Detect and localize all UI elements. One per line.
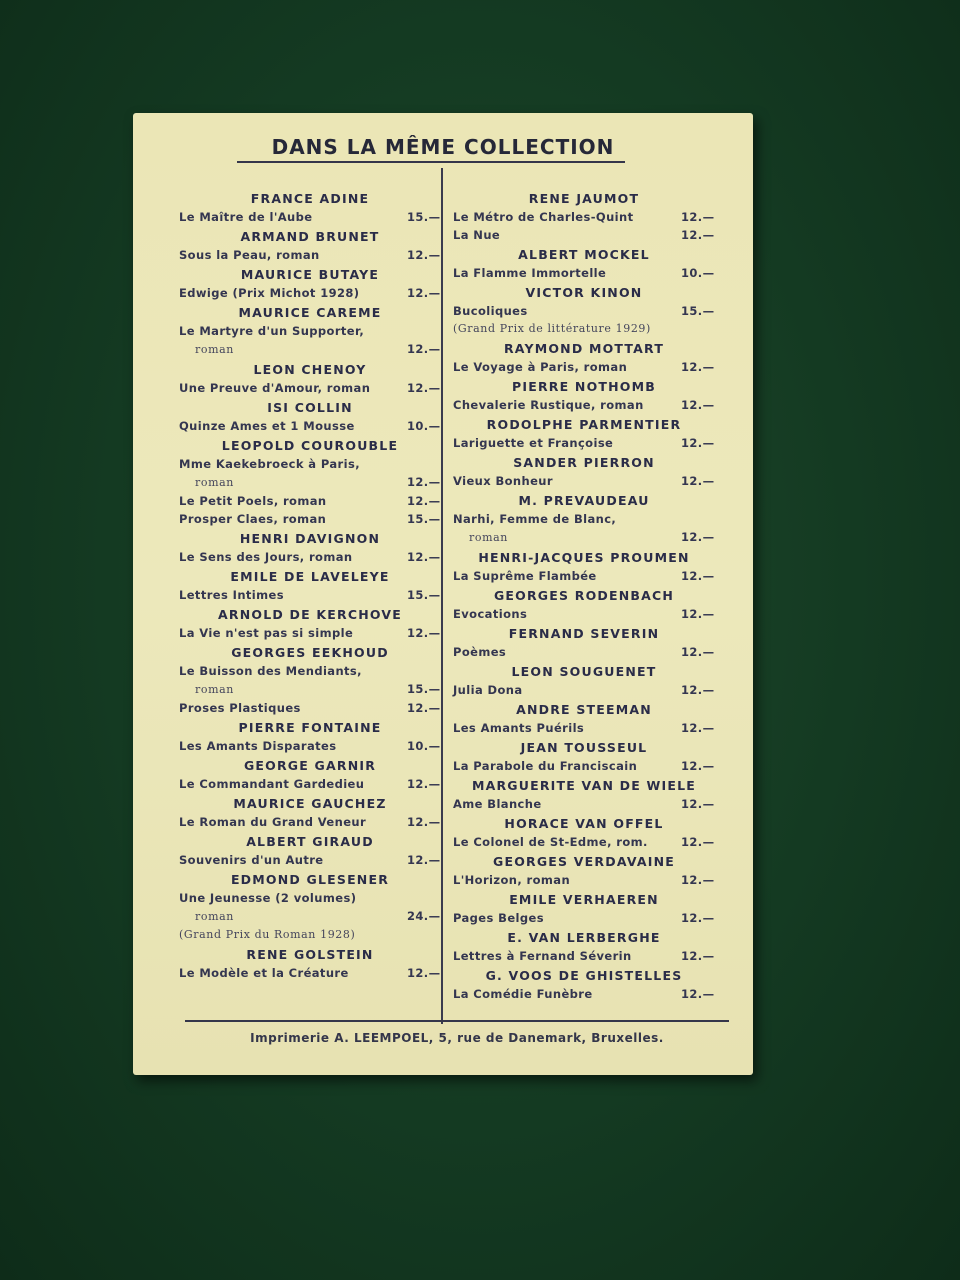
author-name: MAURICE GAUCHEZ <box>233 796 387 811</box>
author-name: ALBERT GIRAUD <box>246 834 374 849</box>
book-title: La Flamme Immortelle <box>453 266 607 280</box>
book-price: 12.— <box>681 683 715 697</box>
book-title: Julia Dona <box>453 683 523 697</box>
book-price: 12.— <box>681 210 715 224</box>
book-entry <box>179 813 441 831</box>
book-price: 12.— <box>407 248 441 262</box>
book-entry <box>179 586 441 604</box>
book-title: Bucoliques <box>453 304 528 318</box>
book-price: 12.— <box>407 853 441 867</box>
book-title: Ame Blanche <box>453 797 542 811</box>
book-title: Le Modèle et la Créature <box>179 966 349 980</box>
column-divider <box>441 168 443 1024</box>
book-entry <box>179 775 441 793</box>
book-back-cover <box>133 113 753 1075</box>
author-name: SANDER PIERRON <box>513 455 655 470</box>
book-price: 12.— <box>681 721 715 735</box>
author-name: GEORGES RODENBACH <box>493 588 675 603</box>
book-price: 12.— <box>681 436 715 450</box>
author-name: VICTOR KINON <box>525 285 643 300</box>
book-title: Narhi, Femme de Blanc, <box>453 512 617 526</box>
book-price: 10.— <box>681 266 715 280</box>
prize-note: (Grand Prix de littérature 1929) <box>453 322 651 335</box>
book-price: 12.— <box>681 569 715 583</box>
book-price: 24.— <box>407 909 441 923</box>
book-price: 15.— <box>407 682 441 696</box>
book-title: La Comédie Funèbre <box>453 987 593 1001</box>
book-entry <box>179 680 441 699</box>
book-price: 12.— <box>407 777 441 791</box>
book-title: Proses Plastiques <box>179 701 301 715</box>
author-name: ALBERT MOCKEL <box>518 247 650 262</box>
book-entry <box>179 889 441 907</box>
book-title: Pages Belges <box>453 911 544 925</box>
author-name: PIERRE FONTAINE <box>238 720 382 735</box>
book-entry <box>453 909 715 927</box>
book-entry <box>453 757 715 775</box>
author-name: HENRI-JACQUES PROUMEN <box>478 550 690 565</box>
book-price: 12.— <box>681 474 715 488</box>
book-entry <box>179 907 441 926</box>
author-name: MAURICE CAREME <box>238 305 382 320</box>
book-title: Souvenirs d'un Autre <box>179 853 324 867</box>
right-column <box>453 188 715 1003</box>
book-title: La Parabole du Franciscain <box>453 759 638 773</box>
book-title: La Vie n'est pas si simple <box>179 626 354 640</box>
author-name: HENRI DAVIGNON <box>239 531 381 546</box>
book-entry <box>179 624 441 642</box>
book-entry <box>453 833 715 851</box>
author-name: RENE GOLSTEIN <box>246 947 374 962</box>
book-title: roman <box>469 531 508 544</box>
book-price: 12.— <box>681 949 715 963</box>
author-name: MAURICE BUTAYE <box>240 267 380 282</box>
book-title: roman <box>195 910 234 923</box>
book-title: Le Maître de l'Aube <box>179 210 313 224</box>
book-entry <box>179 246 441 264</box>
book-entry <box>179 737 441 755</box>
author-name: ISI COLLIN <box>267 400 353 415</box>
author-name: EMILE VERHAEREN <box>509 892 659 907</box>
book-price: 12.— <box>681 987 715 1001</box>
left-column <box>179 188 441 982</box>
book-price: 12.— <box>407 815 441 829</box>
author-name: ANDRE STEEMAN <box>516 702 652 717</box>
printer-imprint: Imprimerie A. LEEMPOEL, 5, rue de Danemark, Bruxelles. <box>250 1031 664 1045</box>
book-price: 12.— <box>681 398 715 412</box>
book-title: Sous la Peau, roman <box>179 248 320 262</box>
book-price: 12.— <box>681 759 715 773</box>
author-name: GEORGE GARNIR <box>243 758 377 773</box>
book-price: 12.— <box>681 835 715 849</box>
book-title: Le Sens des Jours, roman <box>179 550 353 564</box>
page-title: DANS LA MÊME COLLECTION <box>271 135 615 159</box>
book-title: Le Buisson des Mendiants, <box>179 664 362 678</box>
book-entry <box>179 379 441 397</box>
book-price: 15.— <box>407 512 441 526</box>
book-title: Les Amants Puérils <box>453 721 585 735</box>
book-entry <box>179 455 441 473</box>
book-entry <box>453 871 715 889</box>
book-title: Lettres Intimes <box>179 588 284 602</box>
book-title: Le Colonel de St-Edme, rom. <box>453 835 648 849</box>
book-title: roman <box>195 683 234 696</box>
author-name: PIERRE NOTHOMB <box>512 379 656 394</box>
book-price: 12.— <box>681 797 715 811</box>
book-entry <box>453 264 715 282</box>
book-entry <box>179 208 441 226</box>
book-price: 12.— <box>407 626 441 640</box>
book-title: Poèmes <box>453 645 507 659</box>
author-name: LEOPOLD COUROUBLE <box>221 438 399 453</box>
book-entry <box>453 472 715 490</box>
book-title: Lariguette et Françoise <box>453 436 614 450</box>
book-title: Le Petit Poels, roman <box>179 494 327 508</box>
book-price: 12.— <box>681 607 715 621</box>
book-price: 10.— <box>407 419 441 433</box>
book-title: La Nue <box>453 228 501 242</box>
author-name: RODOLPHE PARMENTIER <box>486 417 682 432</box>
book-price: 12.— <box>681 530 715 544</box>
book-entry <box>453 795 715 813</box>
author-name: G. VOOS DE GHISTELLES <box>485 968 683 983</box>
book-title: Chevalerie Rustique, roman <box>453 398 644 412</box>
book-title: Vieux Bonheur <box>453 474 553 488</box>
book-entry <box>453 605 715 623</box>
book-price: 12.— <box>407 550 441 564</box>
book-entry <box>179 473 441 492</box>
book-entry <box>179 926 441 944</box>
book-entry <box>453 396 715 414</box>
book-title: La Suprême Flambée <box>453 569 597 583</box>
book-title: Mme Kaekebroeck à Paris, <box>179 457 360 471</box>
book-price: 12.— <box>407 475 441 489</box>
author-name: RAYMOND MOTTART <box>503 341 665 356</box>
author-name: MARGUERITE VAN DE WIELE <box>471 778 697 793</box>
author-name: E. VAN LERBERGHE <box>507 930 661 945</box>
book-entry <box>179 699 441 717</box>
book-entry <box>179 322 441 340</box>
book-entry <box>453 947 715 965</box>
book-price: 12.— <box>681 873 715 887</box>
book-entry <box>453 567 715 585</box>
book-title: roman <box>195 343 234 356</box>
author-name: EDMOND GLESENER <box>230 872 390 887</box>
book-entry <box>179 662 441 680</box>
book-price: 15.— <box>407 210 441 224</box>
author-name: GEORGES VERDAVAINE <box>493 854 675 869</box>
author-name: LEON CHENOY <box>253 362 367 377</box>
book-title: Une Preuve d'Amour, roman <box>179 381 371 395</box>
author-name: LEON SOUGUENET <box>511 664 657 679</box>
book-price: 12.— <box>407 381 441 395</box>
book-title: Le Voyage à Paris, roman <box>453 360 628 374</box>
book-title: Le Roman du Grand Veneur <box>179 815 367 829</box>
author-name: EMILE DE LAVELEYE <box>230 569 390 584</box>
book-title: Evocations <box>453 607 528 621</box>
book-entry <box>453 681 715 699</box>
book-entry <box>179 417 441 435</box>
book-price: 12.— <box>407 966 441 980</box>
author-name: FRANCE ADINE <box>250 191 370 206</box>
book-title: Le Métro de Charles-Quint <box>453 210 634 224</box>
book-title: Quinze Ames et 1 Mousse <box>179 419 355 433</box>
book-title: Une Jeunesse (2 volumes) <box>179 891 357 905</box>
title-underline <box>237 161 625 163</box>
author-name: ARMAND BRUNET <box>240 229 380 244</box>
book-entry <box>453 528 715 547</box>
book-price: 12.— <box>407 286 441 300</box>
author-name: GEORGES EEKHOUD <box>231 645 389 660</box>
book-price: 12.— <box>407 494 441 508</box>
book-entry <box>179 851 441 869</box>
book-price: 15.— <box>407 588 441 602</box>
book-price: 12.— <box>681 360 715 374</box>
book-entry <box>453 358 715 376</box>
book-entry <box>179 964 441 982</box>
prize-note: (Grand Prix du Roman 1928) <box>179 928 356 941</box>
author-name: JEAN TOUSSEUL <box>520 740 648 755</box>
book-entry <box>453 226 715 244</box>
book-entry <box>179 284 441 302</box>
book-title: Le Commandant Gardedieu <box>179 777 365 791</box>
book-title: roman <box>195 476 234 489</box>
book-price: 12.— <box>681 911 715 925</box>
book-price: 12.— <box>681 228 715 242</box>
book-price: 12.— <box>407 701 441 715</box>
book-price: 10.— <box>407 739 441 753</box>
book-entry <box>453 719 715 737</box>
book-price: 12.— <box>407 342 441 356</box>
book-entry <box>453 434 715 452</box>
book-price: 15.— <box>681 304 715 318</box>
book-entry <box>453 643 715 661</box>
book-entry <box>179 548 441 566</box>
author-name: HORACE VAN OFFEL <box>504 816 664 831</box>
author-name: ARNOLD DE KERCHOVE <box>218 607 402 622</box>
author-name: RENE JAUMOT <box>528 191 640 206</box>
author-name: FERNAND SEVERIN <box>508 626 660 641</box>
book-entry <box>179 492 441 510</box>
book-title: Les Amants Disparates <box>179 739 337 753</box>
book-entry <box>453 985 715 1003</box>
book-title: L'Horizon, roman <box>453 873 571 887</box>
book-entry <box>453 302 715 320</box>
book-title: Prosper Claes, roman <box>179 512 327 526</box>
book-entry <box>453 510 715 528</box>
book-entry <box>179 340 441 359</box>
book-title: Edwige (Prix Michot 1928) <box>179 286 360 300</box>
book-entry <box>179 510 441 528</box>
book-entry <box>453 320 715 338</box>
book-price: 12.— <box>681 645 715 659</box>
book-title: Lettres à Fernand Séverin <box>453 949 632 963</box>
book-entry <box>453 208 715 226</box>
author-name: M. PREVAUDEAU <box>518 493 650 508</box>
bottom-rule <box>185 1020 729 1022</box>
book-title: Le Martyre d'un Supporter, <box>179 324 365 338</box>
